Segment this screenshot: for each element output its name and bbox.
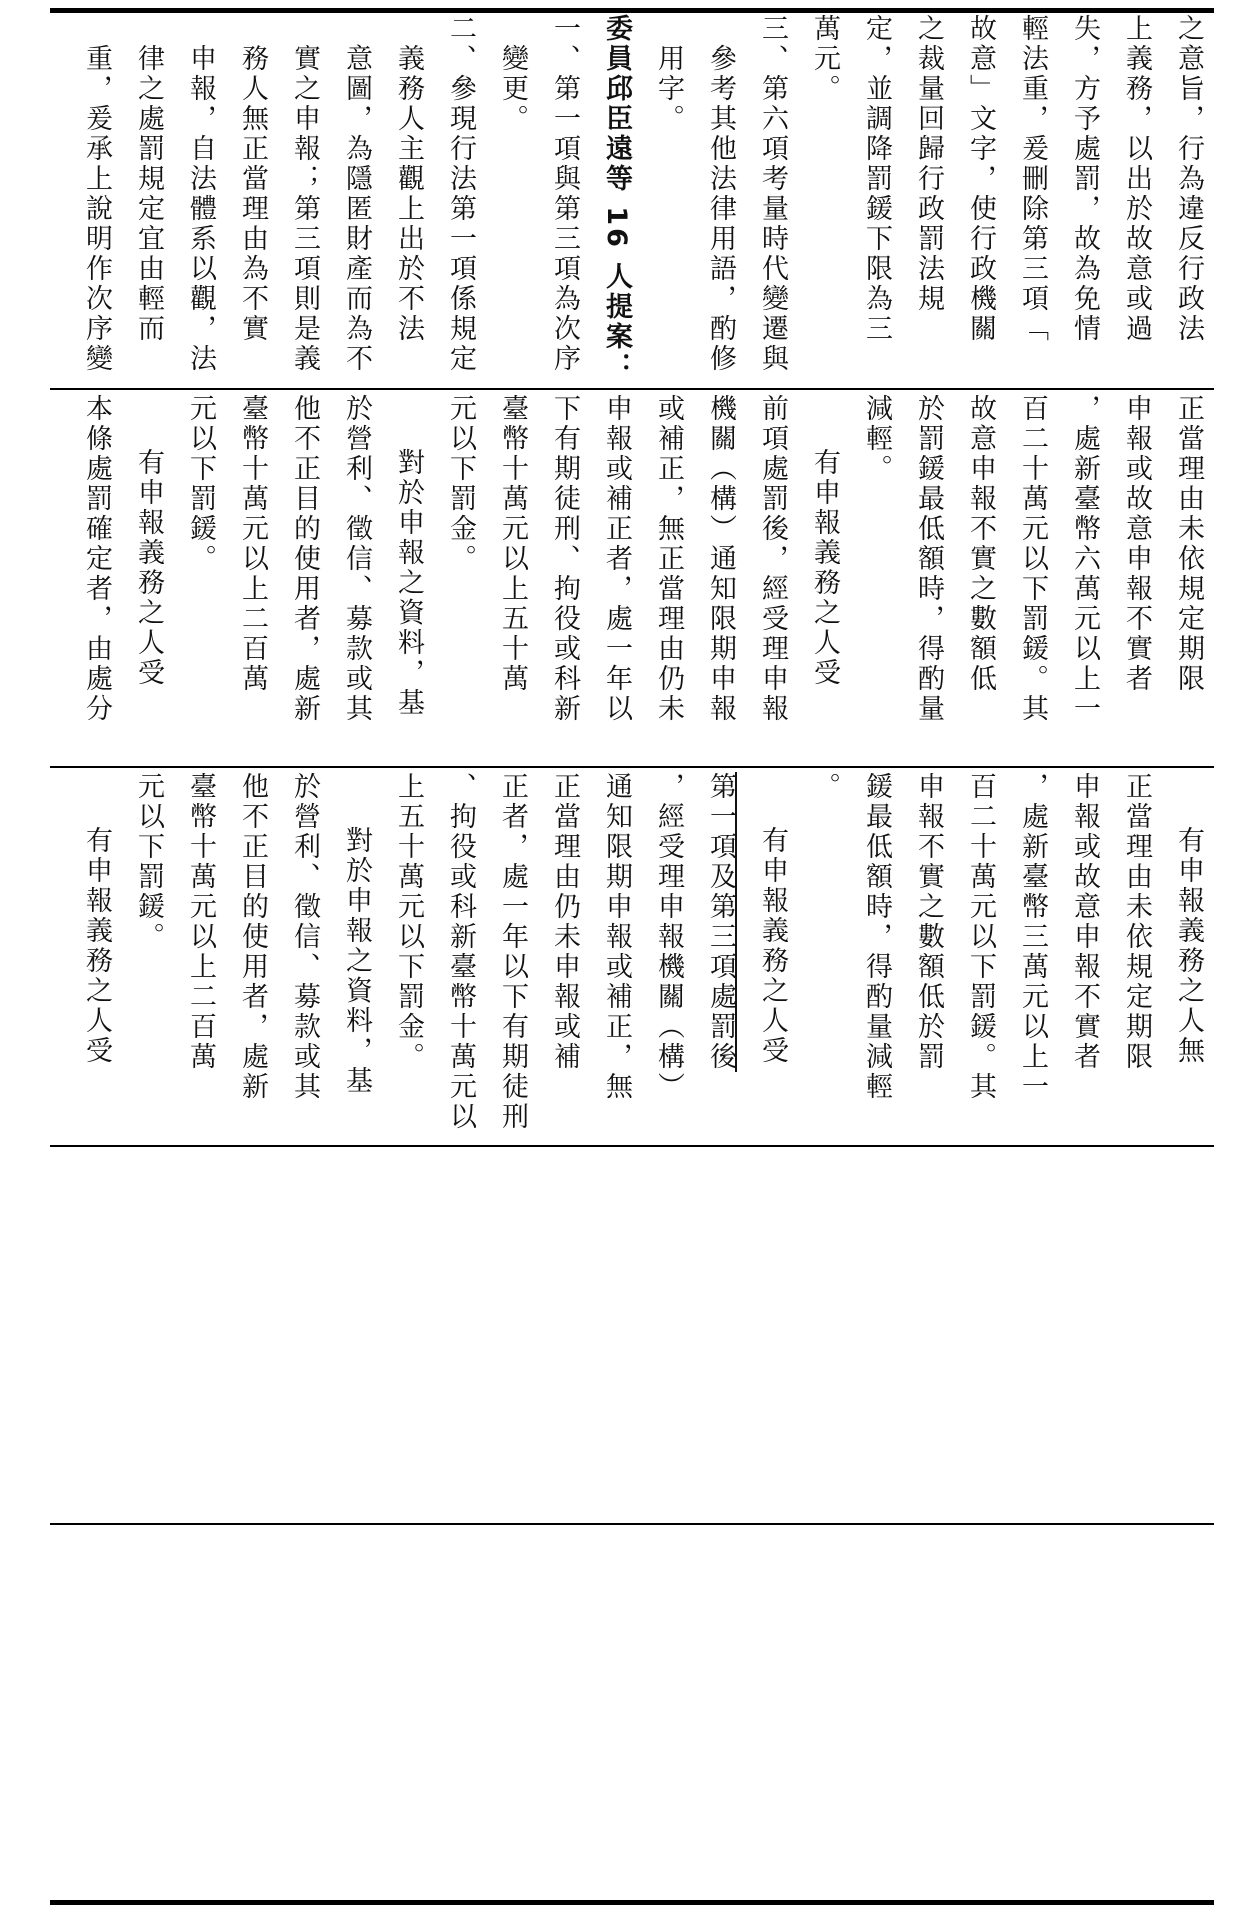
text-line: 之意旨，行為違反行政法 [1173, 14, 1204, 344]
text-line: 之裁量回歸行政罰法規 [913, 14, 944, 314]
text-line: 第一項及第三項處罰後 [705, 772, 736, 1072]
text-line: 百二十萬元以下罰鍰。其 [1017, 394, 1048, 724]
text-line: 於營利、徵信、募款或其 [289, 772, 320, 1102]
text-line: ，經受理申報機關（構） [653, 772, 684, 1102]
text-line: 故意申報不實之數額低 [965, 394, 996, 694]
text-line: 、拘役或科新臺幣十萬元以 [445, 772, 476, 1132]
text-line: 對於申報之資料，基 [341, 826, 372, 1096]
text-line: 意圖，為隱匿財產而為不 [341, 44, 372, 374]
text-line: 萬元。 [809, 14, 840, 104]
text-line: 三、第六項考量時代變遷與 [757, 14, 788, 374]
text-line: ，處新臺幣三萬元以上一 [1017, 772, 1048, 1102]
text-line: 元以下罰鍰。 [133, 772, 164, 952]
text-line: 用字。 [653, 44, 684, 134]
top-rule [50, 8, 1214, 13]
text-line: 臺幣十萬元以上五十萬 [497, 394, 528, 694]
text-line: 律之處罰規定宜由輕而 [133, 44, 164, 344]
text-line: 委員邱臣遠等 16 人提案： [601, 14, 632, 383]
text-line: 元以下罰鍰。 [185, 394, 216, 574]
text-line: 下有期徒刑、拘役或科新 [549, 394, 580, 724]
text-line: 正當理由未依規定期限 [1173, 394, 1204, 694]
text-line: 正當理由未依規定期限 [1121, 772, 1152, 1072]
text-line: 重，爰承上說明作次序變 [81, 44, 112, 374]
text-line: ，處新臺幣六萬元以上一 [1069, 394, 1100, 724]
text-line: 正當理由仍未申報或補 [549, 772, 580, 1072]
amendment-column [50, 772, 1214, 1144]
rule-4 [50, 1523, 1214, 1525]
text-line: 申報或故意申報不實者 [1069, 772, 1100, 1072]
text-line: 前項處罰後，經受理申報 [757, 394, 788, 724]
text-line: 失，方予處罰，故為免情 [1069, 14, 1100, 344]
explanation-column [50, 14, 1214, 386]
text-line: 他不正目的使用者，處新 [237, 772, 268, 1102]
text-line: 申報，自法體系以觀，法 [185, 44, 216, 374]
text-line: 於罰鍰最低額時，得酌量 [913, 394, 944, 724]
text-line: 輕法重，爰刪除第三項「 [1017, 14, 1048, 344]
text-line: 參考其他法律用語，酌修 [705, 44, 736, 374]
text-line: 有申報義務之人無 [1173, 826, 1204, 1066]
text-line: 上五十萬元以下罰金。 [393, 772, 424, 1072]
text-line: 對於申報之資料，基 [393, 448, 424, 718]
text-line: 二、參現行法第一項係規定 [445, 14, 476, 374]
text-line: 有申報義務之人受 [81, 826, 112, 1066]
text-line: 機關（構）通知限期申報 [705, 394, 736, 724]
text-line: 鍰最低額時，得酌量減輕 [861, 772, 892, 1102]
document-band [50, 14, 1214, 1144]
text-line: 義務人主觀上出於不法 [393, 44, 424, 344]
text-line: 申報或補正者，處一年以 [601, 394, 632, 724]
text-line: 申報不實之數額低於罰 [913, 772, 944, 1072]
text-line: 於營利、徵信、募款或其 [341, 394, 372, 724]
text-line: 有申報義務之人受 [757, 826, 788, 1066]
text-line: 他不正目的使用者，處新 [289, 394, 320, 724]
text-line: 元以下罰金。 [445, 394, 476, 574]
text-line: 本條處罰確定者，由處分 [81, 394, 112, 724]
rule-3 [50, 1145, 1214, 1147]
text-line: 申報或故意申報不實者 [1121, 394, 1152, 694]
text-line: 實之申報；第三項則是義 [289, 44, 320, 374]
text-line: 臺幣十萬元以上二百萬 [237, 394, 268, 694]
text-line: 。 [809, 772, 840, 802]
current-law-column [50, 394, 1214, 766]
text-line: 百二十萬元以下罰鍰。其 [965, 772, 996, 1102]
text-line: 正者，處一年以下有期徒刑 [497, 772, 528, 1132]
bottom-rule [50, 1900, 1214, 1905]
text-line: 有申報義務之人受 [133, 448, 164, 688]
text-line: 上義務，以出於故意或過 [1121, 14, 1152, 344]
text-line: 變更。 [497, 44, 528, 134]
text-line: 或補正，無正當理由仍未 [653, 394, 684, 724]
text-line: 臺幣十萬元以上二百萬 [185, 772, 216, 1072]
text-line: 定，並調降罰鍰下限為三 [861, 14, 892, 344]
text-line: 一、第一項與第三項為次序 [549, 14, 580, 374]
text-line: 通知限期申報或補正，無 [601, 772, 632, 1102]
text-line: 有申報義務之人受 [809, 448, 840, 688]
text-line: 務人無正當理由為不實 [237, 44, 268, 344]
text-line: 故意」文字，使行政機關 [965, 14, 996, 344]
text-line: 減輕。 [861, 394, 892, 484]
